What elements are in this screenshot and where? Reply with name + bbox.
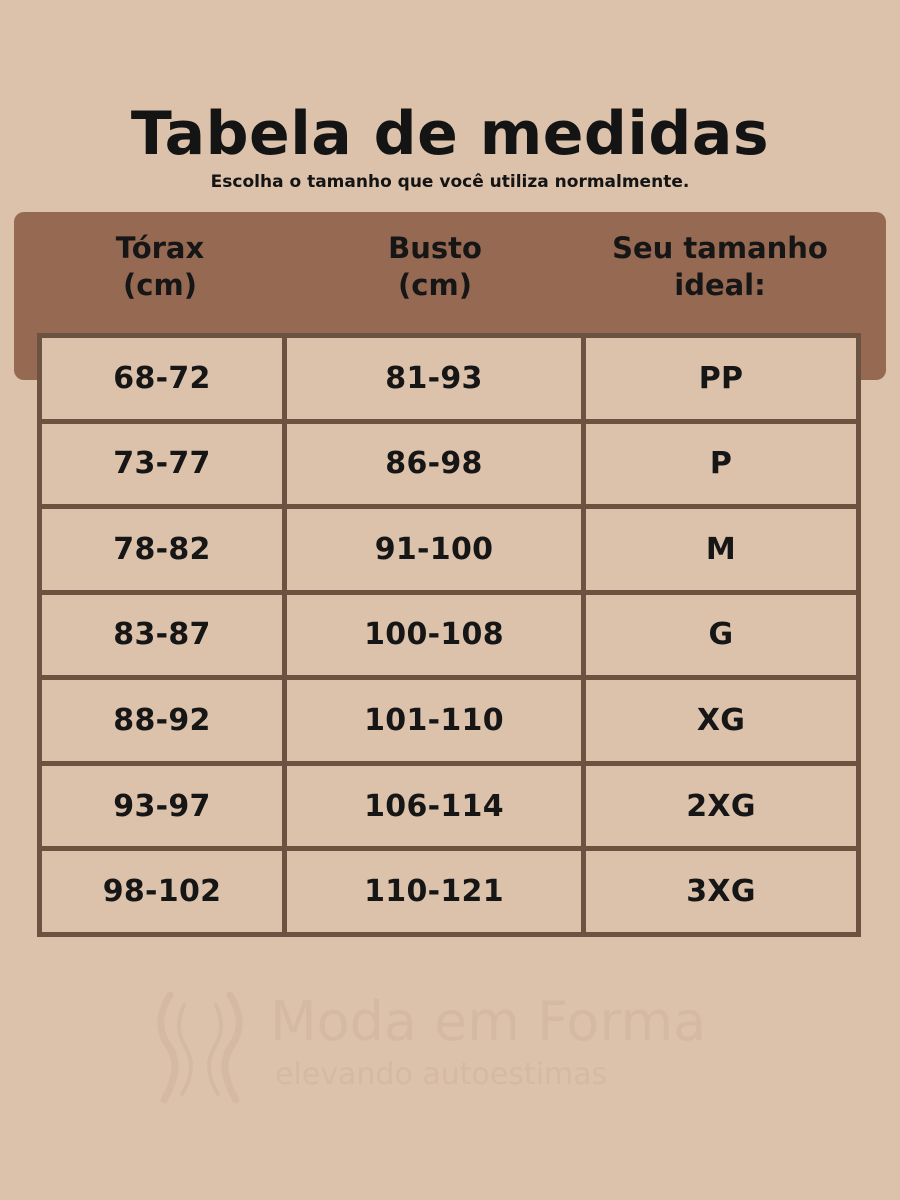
column-header-unit: (cm) [123,268,197,302]
table-cell-tamanho: 2XG [586,766,856,847]
table-cell-tamanho: G [586,595,856,676]
size-table [37,333,861,937]
table-cell-tamanho: 3XG [586,851,856,932]
table-cell-busto: 81-93 [287,338,581,419]
column-header-torax [40,230,280,304]
page-title: Tabela de medidas [130,99,770,169]
table-cell-tamanho: M [586,509,856,590]
page-subtitle: Escolha o tamanho que você utiliza normalmente. [210,172,690,192]
column-header-unit: (cm) [398,268,472,302]
table-cell-torax: 68-72 [42,338,282,419]
column-header-label: Tórax [115,231,205,265]
column-header-label: Busto [388,231,482,265]
column-header-tamanho [585,230,855,304]
table-cell-torax: 98-102 [42,851,282,932]
table-cell-torax: 78-82 [42,509,282,590]
watermark-brand: Moda em Forma [270,990,707,1053]
column-header-label: Seu tamanho [612,231,828,265]
table-cell-busto: 91-100 [287,509,581,590]
table-cell-torax: 83-87 [42,595,282,676]
table-cell-busto: 110-121 [287,851,581,932]
column-header-busto [285,230,585,304]
column-header-unit: ideal: [674,268,766,302]
table-cell-busto: 100-108 [287,595,581,676]
table-cell-tamanho: PP [586,338,856,419]
table-cell-tamanho: XG [586,680,856,761]
watermark-tagline: elevando autoestimas [275,1057,608,1092]
table-cell-busto: 86-98 [287,424,581,505]
table-cell-torax: 93-97 [42,766,282,847]
table-cell-torax: 73-77 [42,424,282,505]
watermark-logo [150,990,770,1110]
table-cell-busto: 106-114 [287,766,581,847]
table-cell-busto: 101-110 [287,680,581,761]
table-cell-torax: 88-92 [42,680,282,761]
table-cell-tamanho: P [586,424,856,505]
curves-logo-icon [150,990,250,1105]
